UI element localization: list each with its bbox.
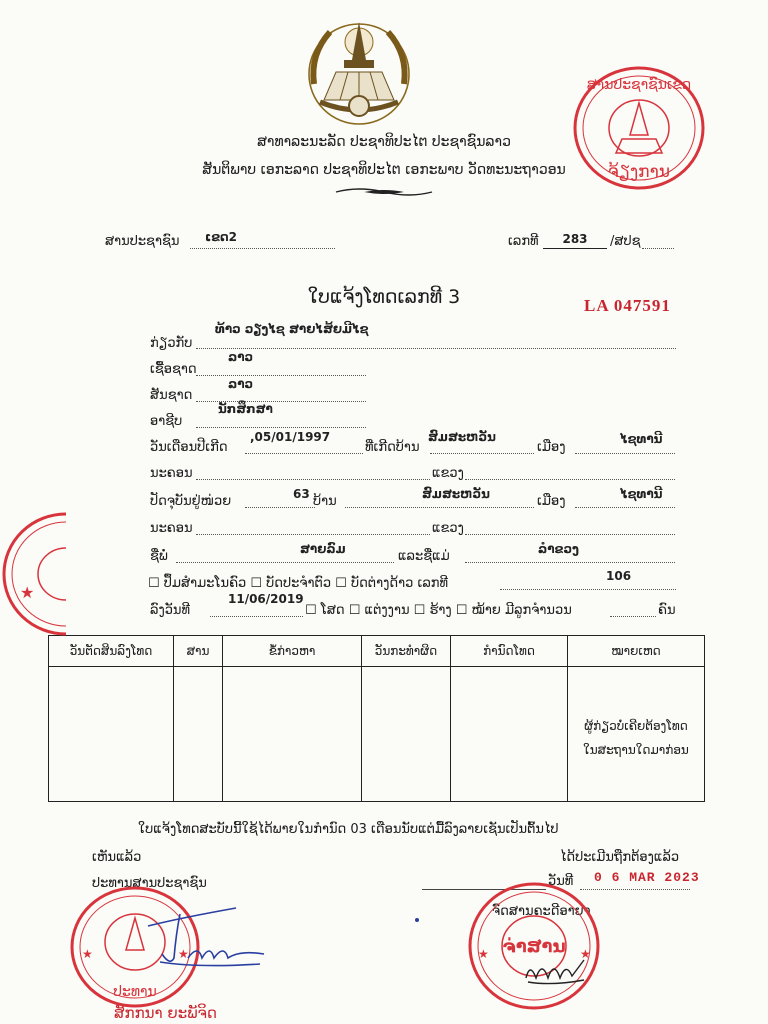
svg-text:★: ★ xyxy=(478,947,489,961)
documents-line: ☐ ປຶ້ມສຳມະໂນຄົວ ☐ ບັດປະຈຳຕົວ ☐ ບັດຕ່າງດ້າວ ເລກທີ xyxy=(148,576,449,591)
svg-text:★: ★ xyxy=(20,583,35,602)
signature-right xyxy=(522,952,592,988)
unit-value: 63 xyxy=(293,487,310,501)
birth-village-value: ສົມສະຫວັນ xyxy=(428,430,496,444)
doc-number-value: 106 xyxy=(606,569,632,583)
table-cell xyxy=(174,667,223,802)
region-dotted-line-2 xyxy=(465,534,675,535)
national-motto: ສັນຕິພາບ ເອກະລາດ ປະຊາທິປະໄຕ ເອກະພາບ ວັດທະນະຖາວອນ xyxy=(202,162,566,178)
birth-district-label: ເມືອງ xyxy=(537,440,566,455)
dob-value: ,05/01/1997 xyxy=(250,430,331,444)
seen-label: ເຫັນແລ້ວ xyxy=(92,850,142,865)
current-district-dotted-line xyxy=(575,507,675,508)
table-cell xyxy=(49,667,174,802)
validity-note: ໃບແຈ້ງໂທດສະບັບນີ້ໃຊ້ໄດ້ພາຍໃນກຳນົດ 03 ເດືອນນັບແຕ່ມື້ລົງລາຍເຊັນເປັນຕົ້ນໄປ xyxy=(138,822,559,837)
svg-text:★: ★ xyxy=(178,947,189,961)
table-header-row xyxy=(49,636,705,667)
table-cell xyxy=(451,667,568,802)
marital-status-line: ☐ ໂສດ ☐ ແຕ່ງງານ ☐ ຮ້າງ ☐ ໝ້າຍ ມີລູກຈຳນວນ xyxy=(305,603,572,618)
stamp-bottom-text: ຈ້ຽງການ xyxy=(608,162,670,182)
table-header: ຂໍ້ກ່າວຫາ xyxy=(223,636,362,667)
ethnicity-dotted-line xyxy=(196,375,366,376)
date-dotted-line xyxy=(210,616,303,617)
table-header: ສານ xyxy=(174,636,223,667)
president-label: ປະທານສານປະຊາຊົນ xyxy=(92,876,207,891)
table-header: ກຳນົດໂທດ xyxy=(451,636,568,667)
republic-heading: ສາທາລະນະລັດ ປະຊາທິປະໄຕ ປະຊາຊົນລາວ xyxy=(257,134,511,150)
occupation-dotted-line xyxy=(196,427,366,428)
date-value: 11/06/2019 xyxy=(228,592,304,606)
stamp-bottom-left-text: ປະທານ xyxy=(113,984,157,1000)
serial-number: LA 047591 xyxy=(584,296,671,315)
office-dotted-line xyxy=(190,248,335,249)
name-dotted-line xyxy=(196,348,676,349)
province-dotted-line-2 xyxy=(196,534,430,535)
footer-date-label: ວັນທີ xyxy=(548,874,574,889)
current-village-label: ບ້ານ xyxy=(313,494,337,509)
svg-text:★: ★ xyxy=(580,947,591,961)
signer-name: ສັກກນາ ຍະພັຈິດ xyxy=(114,1004,217,1022)
occupation-value: ນັກສຶກສາ xyxy=(218,402,273,416)
svg-text:★: ★ xyxy=(82,947,93,961)
note-line-2: ໃນສະຖານໃດມາກ່ອນ xyxy=(583,743,689,757)
mother-dotted-line xyxy=(465,562,675,563)
province-label-2: ນະຄອນ xyxy=(150,521,193,536)
document-title: ໃບແຈ້ງໂທດເລກທີ 3 xyxy=(307,286,461,308)
office-label: ສານປະຊາຊົນ xyxy=(105,234,180,249)
name-value: ທ້າວ ວຽງໄຊ ສາຍໄສ້ຍມີໄຊ xyxy=(215,322,369,336)
signature-left xyxy=(140,904,270,970)
number-value: 283 xyxy=(562,232,588,246)
province-dotted-line xyxy=(196,479,430,480)
certified-label: ໄດ້ປະເມີນຖືກຕ້ອງແລ້ວ xyxy=(560,850,680,865)
nationality-label: ສັນຊາດ xyxy=(150,388,193,403)
official-stamp-bottom-right xyxy=(466,880,602,1012)
birth-district-value: ໄຊທານີ xyxy=(620,432,663,446)
current-village-value: ສົມສະຫວັນ xyxy=(422,487,490,501)
national-emblem xyxy=(300,14,418,130)
current-district-label: ເມືອງ xyxy=(537,494,566,509)
stamp-top-text: ສານປະຊາຊົນເຂດ xyxy=(586,77,692,93)
children-dotted-line xyxy=(610,616,656,617)
current-village-dotted-line xyxy=(345,507,534,508)
region-dotted-line xyxy=(465,479,675,480)
birth-village-label: ທີ່ເກີດບ້ານ xyxy=(365,440,420,455)
ethnicity-value: ລາວ xyxy=(228,350,254,364)
nationality-value: ລາວ xyxy=(228,377,254,391)
province-label: ນະຄອນ xyxy=(150,466,193,481)
official-stamp-top-right xyxy=(572,65,706,191)
sentence-table xyxy=(48,635,705,802)
footer-date-stamp: 0 6 MAR 2023 xyxy=(594,870,700,885)
stamp-bottom-right-text: ຈ່າສານ xyxy=(502,936,566,957)
current-district-value: ໄຊທານີ xyxy=(620,487,663,501)
birth-village-dotted-line xyxy=(430,453,534,454)
ornament-divider xyxy=(334,186,434,198)
dob-dotted-line xyxy=(245,453,363,454)
clerk-label: ຈົດສານຄະດີອາຍາ xyxy=(492,904,591,919)
table-header: ວັນຕັດສິນລົງໂທດ xyxy=(49,636,174,667)
children-suffix: ຄົນ xyxy=(658,603,676,618)
current-address-label: ປັດຈຸບັນຢູ່ໜ່ວຍ xyxy=(150,494,232,509)
occupation-label: ອາຊີບ xyxy=(150,414,183,429)
mother-value: ລຳຂວງ xyxy=(538,542,579,556)
note-line-1: ຜູ້ກ່ຽວບໍ່ເຄີຍຕ້ອງໂທດ xyxy=(584,719,688,733)
table-cell-note xyxy=(568,667,705,802)
ethnicity-label: ເຊື້ອຊາດ xyxy=(150,362,197,377)
birth-district-dotted-line xyxy=(575,453,675,454)
number-suffix-dots xyxy=(642,248,674,249)
mother-label: ແລະຊື່ແມ່ xyxy=(398,549,450,564)
number-underline xyxy=(543,248,607,249)
father-label: ຊື່ພໍ່ xyxy=(150,549,168,564)
table-header: ໝາຍເຫດ xyxy=(568,636,705,667)
number-label: ເລກທີ xyxy=(508,234,539,249)
table-row xyxy=(49,667,705,802)
name-label: ກ່ຽວກັບ xyxy=(150,336,193,351)
region-label: ແຂວງ xyxy=(432,466,464,481)
ink-dot xyxy=(415,918,419,922)
unit-dotted-line xyxy=(245,507,315,508)
partial-stamp-left xyxy=(0,510,66,638)
table-cell xyxy=(362,667,451,802)
office-value: ເຂດ2 xyxy=(205,230,237,244)
father-value: ສາຍລົມ xyxy=(300,542,346,556)
dob-label: ວັນເດືອນປີເກີດ xyxy=(150,440,228,455)
date-label: ລົງວັນທີ xyxy=(150,603,191,618)
table-header: ວັນກະທຳຜິດ xyxy=(362,636,451,667)
father-dotted-line xyxy=(176,562,394,563)
table-cell xyxy=(223,667,362,802)
doc-number-dotted-line xyxy=(500,589,676,590)
number-suffix: /ສປຊ xyxy=(610,234,641,249)
region-label-2: ແຂວງ xyxy=(432,521,464,536)
